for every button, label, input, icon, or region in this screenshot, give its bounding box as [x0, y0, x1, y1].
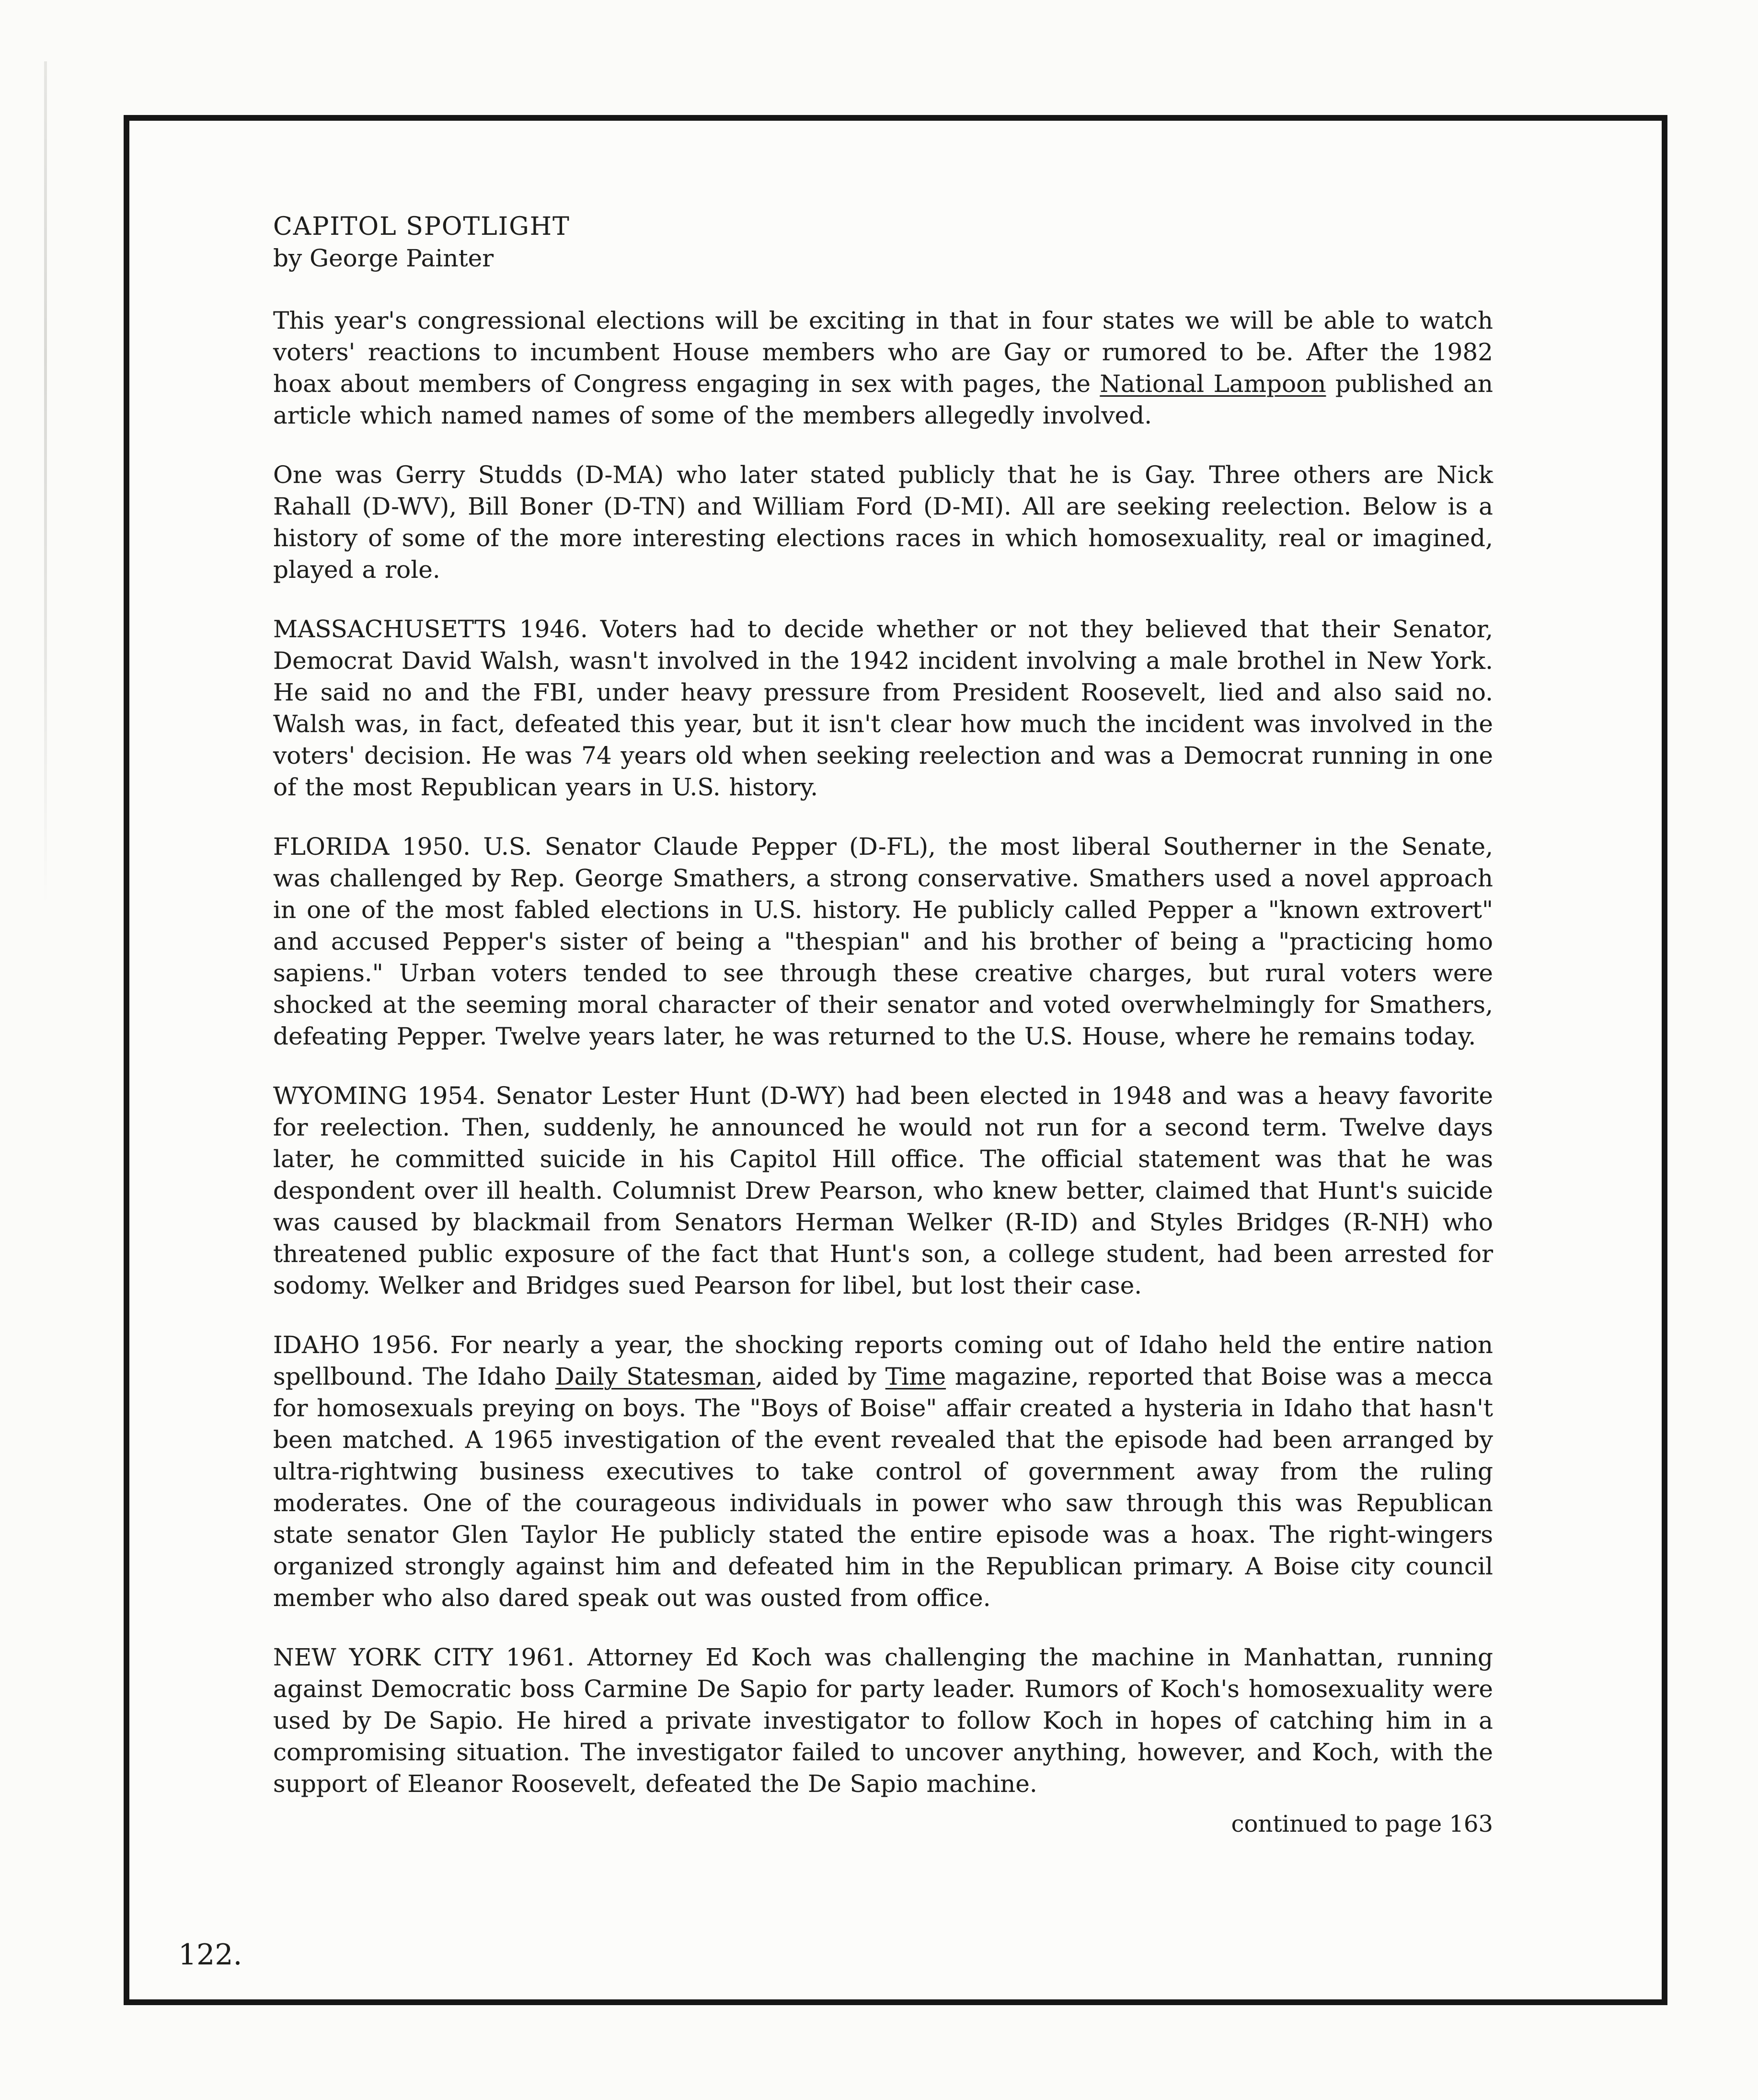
text-run: FLORIDA 1950. U.S. Senator Claude Pepper (D-FL), the most liberal Southerner in the Senate, was challenged by Rep. George Smathers, a strong conservative. Smathers used a novel approach in one of the most fabled elections in U.S. history. He publicly called Pepper a "known extrovert" and accused Pepper's sister of being a "thespian" and his brother of being a "practicing homo sapiens." Urban voters tended to see through these creative charges, but rural voters were shocked at the seeming moral character of their senator and voted overwhelmingly for Smathers, defeating Pepper. Twelve years later, he was returned to the U.S. House, where he remains today.	[273, 833, 1493, 1050]
text-run: MASSACHUSETTS 1946. Voters had to decide whether or not they believed that their Senator, Democrat David Walsh, wasn't involved in the 1942 incident involving a male brothel in New York. He said no and the FBI, under heavy pressure from President Roosevelt, lied and also said no. Walsh was, in fact, defeated this year, but it isn't clear how much the incident was involved in the voters' decision. He was 74 years old when seeking reelection and was a Democrat running in one of the most Republican years in U.S. history.	[273, 615, 1493, 801]
underlined-text-run: Daily Statesman	[555, 1363, 756, 1390]
paragraph	[273, 1080, 1493, 1301]
text-run: magazine, reported that Boise was a mecca for homosexuals preying on boys. The "Boys of Boise" affair created a hysteria in Idaho that hasn't been matched. A 1965 investigation of the event revealed that the episode had been arranged by ultra-rightwing business executives to take control of government away from the ruling moderates. One of the courageous individuals in power who saw through this was Republican state senator Glen Taylor He publicly stated the entire episode was a hoax. The right-wingers organized strongly against him and defeated him in the Republican primary. A Boise city council member who also dared speak out was ousted from office.	[273, 1363, 1493, 1612]
underlined-text-run: National Lampoon	[1100, 370, 1326, 398]
scan-edge-artifact	[44, 61, 47, 905]
article-byline: by George Painter	[273, 244, 494, 272]
text-run: WYOMING 1954. Senator Lester Hunt (D-WY) had been elected in 1948 and was a heavy favorite for reelection. Then, suddenly, he announced he would not run for a second term. Twelve days later, he committed suicide in his Capitol Hill office. The official statement was that he was despondent over ill health. Columnist Drew Pearson, who knew better, claimed that Hunt's suicide was caused by blackmail from Senators Herman Welker (R-ID) and Styles Bridges (R-NH) who threatened public exposure of the fact that Hunt's son, a college student, had been arrested for sodomy. Welker and Bridges sued Pearson for libel, but lost their case.	[273, 1082, 1493, 1299]
article	[273, 211, 1493, 1840]
underlined-text-run: Time	[885, 1363, 946, 1390]
text-run: NEW YORK CITY 1961. Attorney Ed Koch was challenging the machine in Manhattan, running against Democratic boss Carmine De Sapio for party leader. Rumors of Koch's homosexuality were used by De Sapio. He hired a private investigator to follow Koch in hopes of catching him in a compromising situation. The investigator failed to uncover anything, however, and Koch, with the support of Eleanor Roosevelt, defeated the De Sapio machine.	[273, 1643, 1493, 1798]
page-border	[124, 115, 1667, 2005]
article-body	[273, 305, 1493, 1800]
paragraph	[273, 1329, 1493, 1614]
text-run: published an article which named names of some of the members allegedly involved.	[273, 370, 1493, 429]
page-number: 122.	[178, 1938, 242, 1972]
text-run: One was Gerry Studds (D-MA) who later stated publicly that he is Gay. Three others are Nick Rahall (D-WV), Bill Boner (D-TN) and William Ford (D-MI). All are seeking reelection. Below is a history of some of the more interesting elections races in which homosexuality, real or imagined, played a role.	[273, 461, 1493, 584]
text-run: , aided by	[755, 1363, 885, 1390]
paragraph	[273, 831, 1493, 1052]
paragraph	[273, 613, 1493, 803]
paragraph	[273, 305, 1493, 431]
text-run: This year's congressional elections will be exciting in that in four states we will be able to watch voters' reactions to incumbent House members who are Gay or rumored to be. After the 1982 hoax about members of Congress engaging in sex with pages, the	[273, 307, 1493, 398]
continued-note: continued to page 163	[1231, 1811, 1493, 1837]
article-title: CAPITOL SPOTLIGHT	[273, 212, 570, 241]
paragraph	[273, 1641, 1493, 1800]
paragraph	[273, 459, 1493, 585]
text-run: IDAHO 1956. For nearly a year, the shocking reports coming out of Idaho held the entire nation spellbound. The Idaho	[273, 1331, 1493, 1390]
